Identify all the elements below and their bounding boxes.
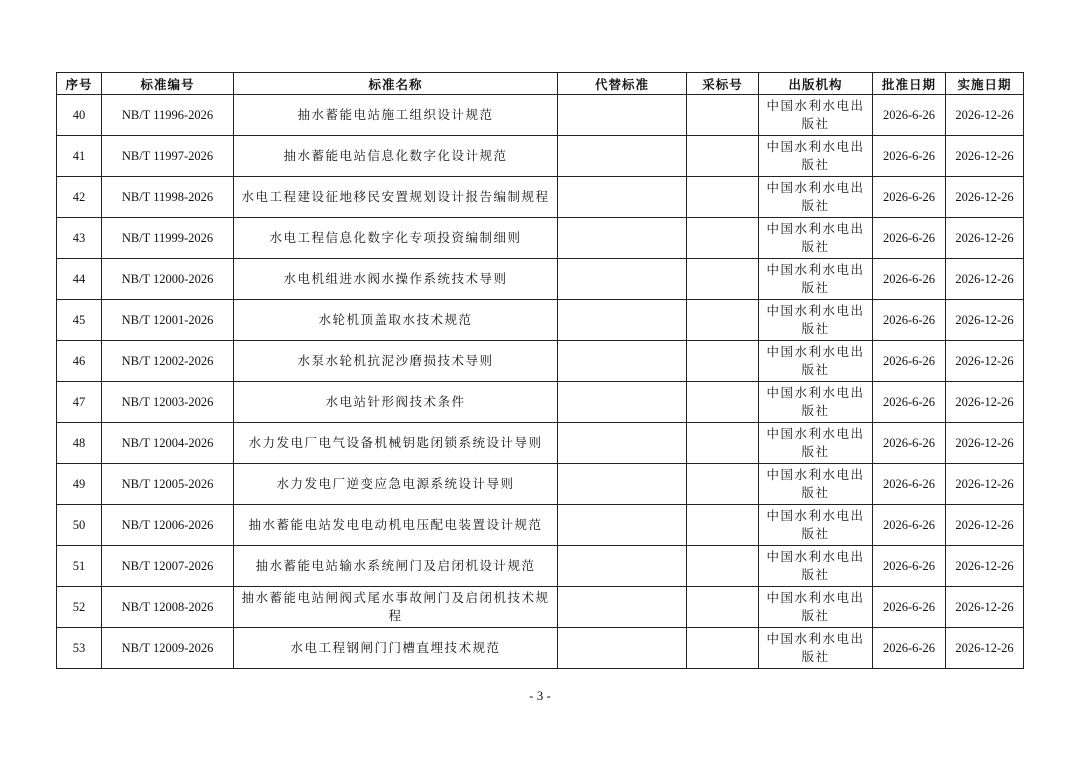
adopted-standard — [687, 341, 759, 382]
replaced-standard — [558, 628, 687, 669]
standard-code: NB/T 11999-2026 — [102, 218, 234, 259]
standard-code: NB/T 12003-2026 — [102, 382, 234, 423]
adopted-standard — [687, 218, 759, 259]
table-row — [57, 464, 1024, 505]
adopted-standard — [687, 423, 759, 464]
approval-date: 2026-6-26 — [873, 546, 946, 587]
serial-number: 40 — [57, 95, 102, 136]
header-serial-number: 序号 — [57, 73, 102, 95]
replaced-standard — [558, 546, 687, 587]
effective-date: 2026-12-26 — [946, 628, 1024, 669]
standard-name: 水轮机顶盖取水技术规范 — [234, 300, 558, 341]
replaced-standard — [558, 259, 687, 300]
effective-date: 2026-12-26 — [946, 95, 1024, 136]
standard-code: NB/T 12000-2026 — [102, 259, 234, 300]
standard-code: NB/T 12004-2026 — [102, 423, 234, 464]
header-approval-date: 批准日期 — [873, 73, 946, 95]
header-standard-code: 标准编号 — [102, 73, 234, 95]
serial-number: 43 — [57, 218, 102, 259]
standard-code: NB/T 12006-2026 — [102, 505, 234, 546]
serial-number: 46 — [57, 341, 102, 382]
standard-code: NB/T 12002-2026 — [102, 341, 234, 382]
serial-number: 45 — [57, 300, 102, 341]
publisher: 中国水利水电出版社 — [759, 587, 873, 628]
table-row — [57, 423, 1024, 464]
table-row — [57, 136, 1024, 177]
header-adopted-standard: 采标号 — [687, 73, 759, 95]
publisher: 中国水利水电出版社 — [759, 628, 873, 669]
effective-date: 2026-12-26 — [946, 300, 1024, 341]
adopted-standard — [687, 177, 759, 218]
adopted-standard — [687, 464, 759, 505]
standard-name: 水电机组进水阀水操作系统技术导则 — [234, 259, 558, 300]
standard-name: 水电工程建设征地移民安置规划设计报告编制规程 — [234, 177, 558, 218]
header-standard-name: 标准名称 — [234, 73, 558, 95]
standard-code: NB/T 11996-2026 — [102, 95, 234, 136]
table-row — [57, 177, 1024, 218]
table-row — [57, 218, 1024, 259]
approval-date: 2026-6-26 — [873, 464, 946, 505]
standard-name: 水电工程信息化数字化专项投资编制细则 — [234, 218, 558, 259]
serial-number: 47 — [57, 382, 102, 423]
standard-code: NB/T 12008-2026 — [102, 587, 234, 628]
standard-name: 水力发电厂逆变应急电源系统设计导则 — [234, 464, 558, 505]
table-header-row — [57, 73, 1024, 95]
serial-number: 52 — [57, 587, 102, 628]
table-row — [57, 95, 1024, 136]
serial-number: 51 — [57, 546, 102, 587]
publisher: 中国水利水电出版社 — [759, 136, 873, 177]
serial-number: 50 — [57, 505, 102, 546]
standard-name: 抽水蓄能电站闸阀式尾水事故闸门及启闭机技术规程 — [234, 587, 558, 628]
publisher: 中国水利水电出版社 — [759, 382, 873, 423]
effective-date: 2026-12-26 — [946, 464, 1024, 505]
effective-date: 2026-12-26 — [946, 546, 1024, 587]
approval-date: 2026-6-26 — [873, 218, 946, 259]
page-number: - 3 - — [529, 688, 551, 703]
publisher: 中国水利水电出版社 — [759, 464, 873, 505]
effective-date: 2026-12-26 — [946, 218, 1024, 259]
standard-name: 抽水蓄能电站施工组织设计规范 — [234, 95, 558, 136]
effective-date: 2026-12-26 — [946, 382, 1024, 423]
publisher: 中国水利水电出版社 — [759, 177, 873, 218]
replaced-standard — [558, 505, 687, 546]
replaced-standard — [558, 300, 687, 341]
approval-date: 2026-6-26 — [873, 300, 946, 341]
publisher: 中国水利水电出版社 — [759, 505, 873, 546]
table-row — [57, 259, 1024, 300]
replaced-standard — [558, 177, 687, 218]
approval-date: 2026-6-26 — [873, 177, 946, 218]
serial-number: 42 — [57, 177, 102, 218]
standard-code: NB/T 11998-2026 — [102, 177, 234, 218]
approval-date: 2026-6-26 — [873, 382, 946, 423]
adopted-standard — [687, 587, 759, 628]
adopted-standard — [687, 300, 759, 341]
header-publisher: 出版机构 — [759, 73, 873, 95]
table-row — [57, 505, 1024, 546]
serial-number: 48 — [57, 423, 102, 464]
table-row — [57, 382, 1024, 423]
approval-date: 2026-6-26 — [873, 259, 946, 300]
standard-name: 抽水蓄能电站输水系统闸门及启闭机设计规范 — [234, 546, 558, 587]
standard-name: 抽水蓄能电站发电电动机电压配电装置设计规范 — [234, 505, 558, 546]
effective-date: 2026-12-26 — [946, 136, 1024, 177]
standard-name: 水电站针形阀技术条件 — [234, 382, 558, 423]
serial-number: 41 — [57, 136, 102, 177]
serial-number: 44 — [57, 259, 102, 300]
approval-date: 2026-6-26 — [873, 505, 946, 546]
standard-name: 水电工程钢闸门门槽直埋技术规范 — [234, 628, 558, 669]
adopted-standard — [687, 505, 759, 546]
standard-code: NB/T 11997-2026 — [102, 136, 234, 177]
approval-date: 2026-6-26 — [873, 587, 946, 628]
replaced-standard — [558, 95, 687, 136]
table-row — [57, 341, 1024, 382]
approval-date: 2026-6-26 — [873, 95, 946, 136]
effective-date: 2026-12-26 — [946, 423, 1024, 464]
adopted-standard — [687, 95, 759, 136]
standard-name: 抽水蓄能电站信息化数字化设计规范 — [234, 136, 558, 177]
replaced-standard — [558, 423, 687, 464]
standards-table — [56, 72, 1024, 669]
table-row — [57, 546, 1024, 587]
publisher: 中国水利水电出版社 — [759, 95, 873, 136]
publisher: 中国水利水电出版社 — [759, 300, 873, 341]
publisher: 中国水利水电出版社 — [759, 423, 873, 464]
replaced-standard — [558, 218, 687, 259]
effective-date: 2026-12-26 — [946, 341, 1024, 382]
standard-name: 水泵水轮机抗泥沙磨损技术导则 — [234, 341, 558, 382]
approval-date: 2026-6-26 — [873, 341, 946, 382]
publisher: 中国水利水电出版社 — [759, 341, 873, 382]
approval-date: 2026-6-26 — [873, 136, 946, 177]
table-row — [57, 628, 1024, 669]
serial-number: 53 — [57, 628, 102, 669]
replaced-standard — [558, 136, 687, 177]
approval-date: 2026-6-26 — [873, 628, 946, 669]
adopted-standard — [687, 259, 759, 300]
effective-date: 2026-12-26 — [946, 587, 1024, 628]
adopted-standard — [687, 628, 759, 669]
standards-table-container — [56, 72, 1024, 669]
standard-code: NB/T 12009-2026 — [102, 628, 234, 669]
table-row — [57, 587, 1024, 628]
effective-date: 2026-12-26 — [946, 259, 1024, 300]
adopted-standard — [687, 136, 759, 177]
adopted-standard — [687, 382, 759, 423]
table-row — [57, 300, 1024, 341]
publisher: 中国水利水电出版社 — [759, 546, 873, 587]
replaced-standard — [558, 464, 687, 505]
publisher: 中国水利水电出版社 — [759, 259, 873, 300]
publisher: 中国水利水电出版社 — [759, 218, 873, 259]
standard-code: NB/T 12005-2026 — [102, 464, 234, 505]
replaced-standard — [558, 587, 687, 628]
replaced-standard — [558, 382, 687, 423]
adopted-standard — [687, 546, 759, 587]
header-effective-date: 实施日期 — [946, 73, 1024, 95]
standard-code: NB/T 12007-2026 — [102, 546, 234, 587]
standard-name: 水力发电厂电气设备机械钥匙闭锁系统设计导则 — [234, 423, 558, 464]
effective-date: 2026-12-26 — [946, 177, 1024, 218]
approval-date: 2026-6-26 — [873, 423, 946, 464]
header-replaced-standard: 代替标准 — [558, 73, 687, 95]
standard-code: NB/T 12001-2026 — [102, 300, 234, 341]
effective-date: 2026-12-26 — [946, 505, 1024, 546]
serial-number: 49 — [57, 464, 102, 505]
replaced-standard — [558, 341, 687, 382]
table-body — [57, 95, 1024, 669]
